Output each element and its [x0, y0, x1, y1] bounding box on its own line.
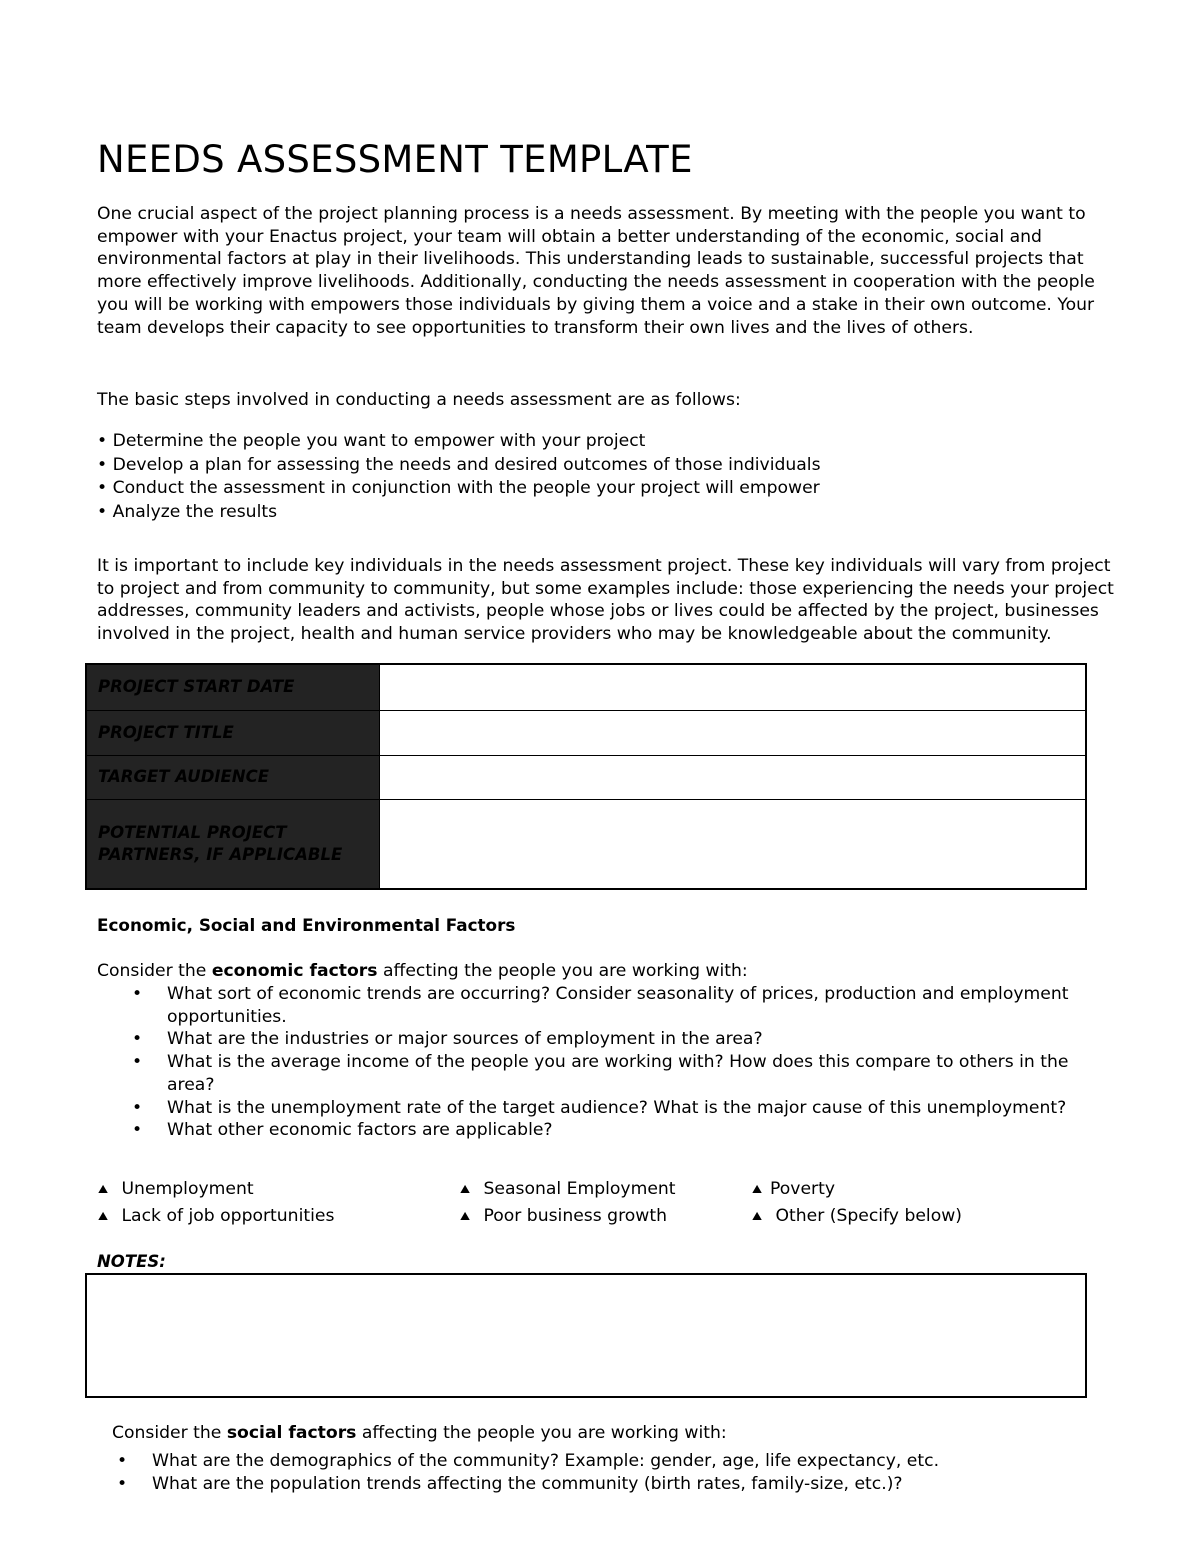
checkbox-other[interactable]: ⛰ Other (Specify below) — [752, 1206, 962, 1226]
table-row — [86, 710, 1086, 755]
list-item: • What is the unemployment rate of the target audience? What is the major cause of this unemployment? — [132, 1097, 1067, 1118]
intro-line: One crucial aspect of the project planning process is a needs assessment. By meeting with the people you want to — [97, 204, 1086, 224]
key-line: It is important to include key individuals in the needs assessment project. These key individuals will vary from project — [97, 556, 1111, 576]
page-title: NEEDS ASSESSMENT TEMPLATE — [97, 138, 693, 181]
checkbox-icon: ⛰ — [752, 1182, 763, 1196]
social-factors-emphasis: social factors — [226, 1423, 357, 1443]
bullet-icon: • — [97, 454, 108, 475]
notes-field[interactable] — [85, 1273, 1087, 1398]
checkbox-poverty[interactable]: ⛰ Poverty — [752, 1179, 835, 1199]
key-line: to project and from community to community, but some examples include: those experiencing the needs your project — [97, 578, 1114, 599]
bullet-icon: • — [97, 431, 108, 451]
bullet-icon: • — [97, 478, 108, 498]
checkbox-icon: ⛰ — [98, 1209, 109, 1223]
economic-questions — [97, 983, 1117, 1142]
table-row — [86, 799, 1086, 889]
economic-factors-emphasis: economic factors — [211, 961, 378, 981]
step-item: • Develop a plan for assessing the needs and desired outcomes of those individuals — [97, 454, 821, 475]
checkbox-icon: ⛰ — [98, 1182, 109, 1196]
intro-line: environmental factors at play in their livelihoods. This understanding leads to sustainable, successful projects that — [97, 249, 1084, 270]
bullet-icon: • — [117, 1451, 128, 1471]
intro-line: you will be working with empowers those individuals by giving them a voice and a stake in their own outcome. Your — [97, 294, 1095, 315]
factors-heading: Economic, Social and Environmental Factors — [97, 915, 516, 935]
steps-list — [97, 430, 1117, 524]
bullet-icon: • — [132, 1097, 143, 1118]
economic-lead: Consider the economic factors affecting the people you are working with: — [97, 961, 748, 981]
step-item: • Analyze the results — [97, 501, 278, 522]
list-item: • What are the demographics of the community? Example: gender, age, life expectancy, etc. — [117, 1451, 940, 1471]
step-item: • Conduct the assessment in conjunction with the people your project will empower — [97, 478, 820, 498]
list-item: • What other economic factors are applicable? — [132, 1120, 553, 1141]
list-item: • What are the population trends affecting the community (birth rates, family-size, etc.)? — [117, 1473, 903, 1494]
intro-line: more effectively improve livelihoods. Additionally, conducting the needs assessment in cooperation with the people — [97, 272, 1095, 293]
key-line: involved in the project, health and human service providers who may be knowledgeable about the community. — [97, 624, 1052, 645]
checkbox-lack-of-job-opportunities[interactable]: ⛰ Lack of job opportunities — [98, 1206, 335, 1226]
key-individuals-paragraph — [97, 555, 1117, 646]
table-row — [86, 664, 1086, 710]
intro-paragraph — [97, 203, 1117, 339]
checkbox-unemployment[interactable]: ⛰ Unemployment — [98, 1179, 254, 1199]
checkbox-icon: ⛰ — [460, 1182, 471, 1196]
step-item: • Determine the people you want to empower with your project — [97, 431, 646, 451]
steps-intro: The basic steps involved in conducting a needs assessment are as follows: — [97, 390, 741, 410]
bullet-icon: • — [132, 1120, 143, 1141]
bullet-icon: • — [117, 1473, 128, 1494]
social-questions — [82, 1450, 1142, 1495]
project-start-date-label: PROJECT START DATE — [86, 664, 380, 710]
checkbox-icon: ⛰ — [460, 1209, 471, 1223]
intro-line: team develops their capacity to see opportunities to transform their own lives and the lives of others. — [97, 317, 974, 338]
project-partners-label: POTENTIAL PROJECT PARTNERS, IF APPLICABLE — [86, 799, 380, 889]
checkbox-seasonal-employment[interactable]: ⛰ Seasonal Employment — [460, 1179, 676, 1199]
checkbox-icon: ⛰ — [752, 1209, 763, 1223]
checkbox-poor-business-growth[interactable]: ⛰ Poor business growth — [460, 1206, 667, 1226]
target-audience-field[interactable] — [380, 755, 1087, 799]
list-item: • What is the average income of the people you are working with? How does this compare to others in the area? — [132, 1052, 1069, 1095]
bullet-icon: • — [97, 501, 108, 522]
social-lead: Consider the social factors affecting the people you are working with: — [112, 1423, 727, 1443]
list-item: • What sort of economic trends are occurring? Consider seasonality of prices, production and employment opportunities. — [132, 984, 1069, 1027]
project-title-field[interactable] — [380, 710, 1087, 755]
table-row — [86, 755, 1086, 799]
project-partners-field[interactable] — [380, 799, 1087, 889]
intro-line: empower with your Enactus project, your team will obtain a better understanding of the economic, social and — [97, 226, 1042, 247]
notes-label: NOTES: — [97, 1252, 166, 1271]
list-item: • What are the industries or major sources of employment in the area? — [132, 1029, 763, 1050]
bullet-icon: • — [132, 1029, 143, 1050]
project-start-date-field[interactable] — [380, 664, 1087, 710]
key-line: addresses, community leaders and activists, people whose jobs or lives could be affected by the project, businesses — [97, 601, 1099, 622]
project-info-table — [85, 663, 1087, 890]
bullet-icon: • — [132, 984, 143, 1004]
project-title-label: PROJECT TITLE — [86, 710, 380, 755]
bullet-icon: • — [132, 1052, 143, 1073]
target-audience-label: TARGET AUDIENCE — [86, 755, 380, 799]
